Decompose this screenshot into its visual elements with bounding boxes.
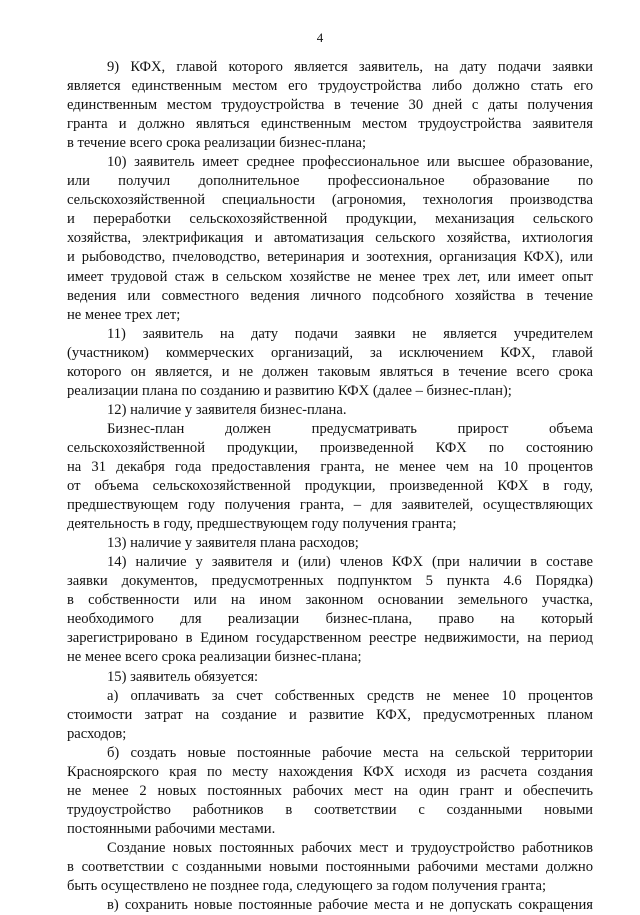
page-number: 4 (316, 30, 324, 45)
text-line: Бизнес-план должен предусматривать прирост объема (107, 420, 593, 437)
text-line: быть осуществлено не позднее года, следующего за годом получения гранта; (67, 878, 546, 895)
text-line: в) сохранить новые постоянные рабочие места и не допускать сокращения (107, 897, 593, 914)
text-line: не менее трех лет; (67, 306, 181, 323)
text-line: не менее 2 новых постоянных рабочих мест на один грант и обеспечить (67, 782, 593, 799)
text-line: 11) заявитель на дату подачи заявки не является учредителем (107, 325, 593, 342)
text-line: 13) наличие у заявителя плана расходов; (107, 535, 359, 552)
text-line: не менее всего срока реализации бизнес-плана; (67, 649, 362, 666)
text-line: и рыбоводство, пчеловодство, ветеринария и зоотехния, организация КФХ), или (67, 249, 593, 266)
text-line: Красноярского края по месту нахождения КФХ исходя из расчета создания (67, 763, 593, 780)
document-body (67, 58, 593, 915)
text-line: является единственным местом его трудоустройства либо должно стать его (67, 78, 593, 95)
text-line: сельскохозяйственной специальности (агрономия, технология производства (67, 192, 593, 209)
text-line: и переработки сельскохозяйственной продукции, механизация сельского (67, 211, 593, 228)
text-line: необходимого для реализации бизнес-плана, право на который (67, 611, 593, 628)
text-line: сельскохозяйственной продукции, произведенной КФХ по состоянию (67, 439, 593, 456)
text-line: реализации плана по созданию и развитию КФХ (далее – бизнес-план); (67, 382, 512, 399)
text-line: 14) наличие у заявителя и (или) членов КФХ (при наличии в составе (107, 554, 593, 571)
text-line: (участником) коммерческих организаций, за исключением КФХ, главой (67, 344, 593, 361)
text-line: 15) заявитель обязуется: (107, 668, 259, 685)
text-line: зарегистрировано в Едином государственном реестре недвижимости, на период (67, 630, 593, 647)
text-line: в собственности или на ином законном основании земельного участка, (67, 592, 593, 609)
text-line: расходов; (67, 725, 127, 742)
text-line: имеет трудовой стаж в сельском хозяйстве не менее трех лет, или имеет опыт (67, 268, 593, 285)
text-line: или получил дополнительное профессиональное образование по (67, 173, 593, 190)
text-line: заявки документов, предусмотренных подпунктом 5 пункта 4.6 Порядка) (67, 573, 593, 590)
text-line: Создание новых постоянных рабочих мест и трудоустройство работников (107, 839, 593, 856)
text-line: единственным местом трудоустройства в течение 30 дней с даты получения (67, 97, 593, 114)
text-line: гранта и должно являться единственным местом трудоустройства заявителя (67, 116, 593, 133)
text-line: хозяйства, электрификация и автоматизация сельского хозяйства, ихтиология (67, 230, 593, 247)
text-line: которого он является, и не должен таковым являться в течение всего срока (67, 363, 593, 380)
text-line: в соответствии с созданными новыми постоянными рабочими местами должно (67, 858, 593, 875)
text-line: 9) КФХ, главой которого является заявитель, на дату подачи заявки (107, 59, 593, 75)
text-line: в течение всего срока реализации бизнес-плана; (67, 135, 367, 152)
text-line: стоимости затрат на создание и развитие КФХ, предусмотренных планом (67, 706, 593, 723)
text-line: 12) наличие у заявителя бизнес-плана. (107, 401, 347, 418)
text-line: б) создать новые постоянные рабочие места на сельской территории (107, 744, 593, 761)
text-line: трудоустройство работников в соответствии с созданными новыми (67, 801, 593, 818)
text-line: ведения или совместного ведения личного подсобного хозяйства в течение (67, 287, 593, 304)
text-line: а) оплачивать за счет собственных средств не менее 10 процентов (107, 687, 593, 704)
text-line: 10) заявитель имеет среднее профессиональное или высшее образование, (107, 154, 593, 171)
text-line: деятельность в году, предшествующем году получения гранта; (67, 516, 457, 533)
text-line: предшествующем году получения гранта, – для заявителей, осуществляющих (67, 497, 593, 514)
text-line: постоянными рабочими местами. (67, 820, 276, 837)
text-line: от объема сельскохозяйственной продукции, произведенной КФХ в году, (67, 478, 593, 495)
text-line: на 31 декабря года предоставления гранта, не менее чем на 10 процентов (67, 458, 593, 475)
